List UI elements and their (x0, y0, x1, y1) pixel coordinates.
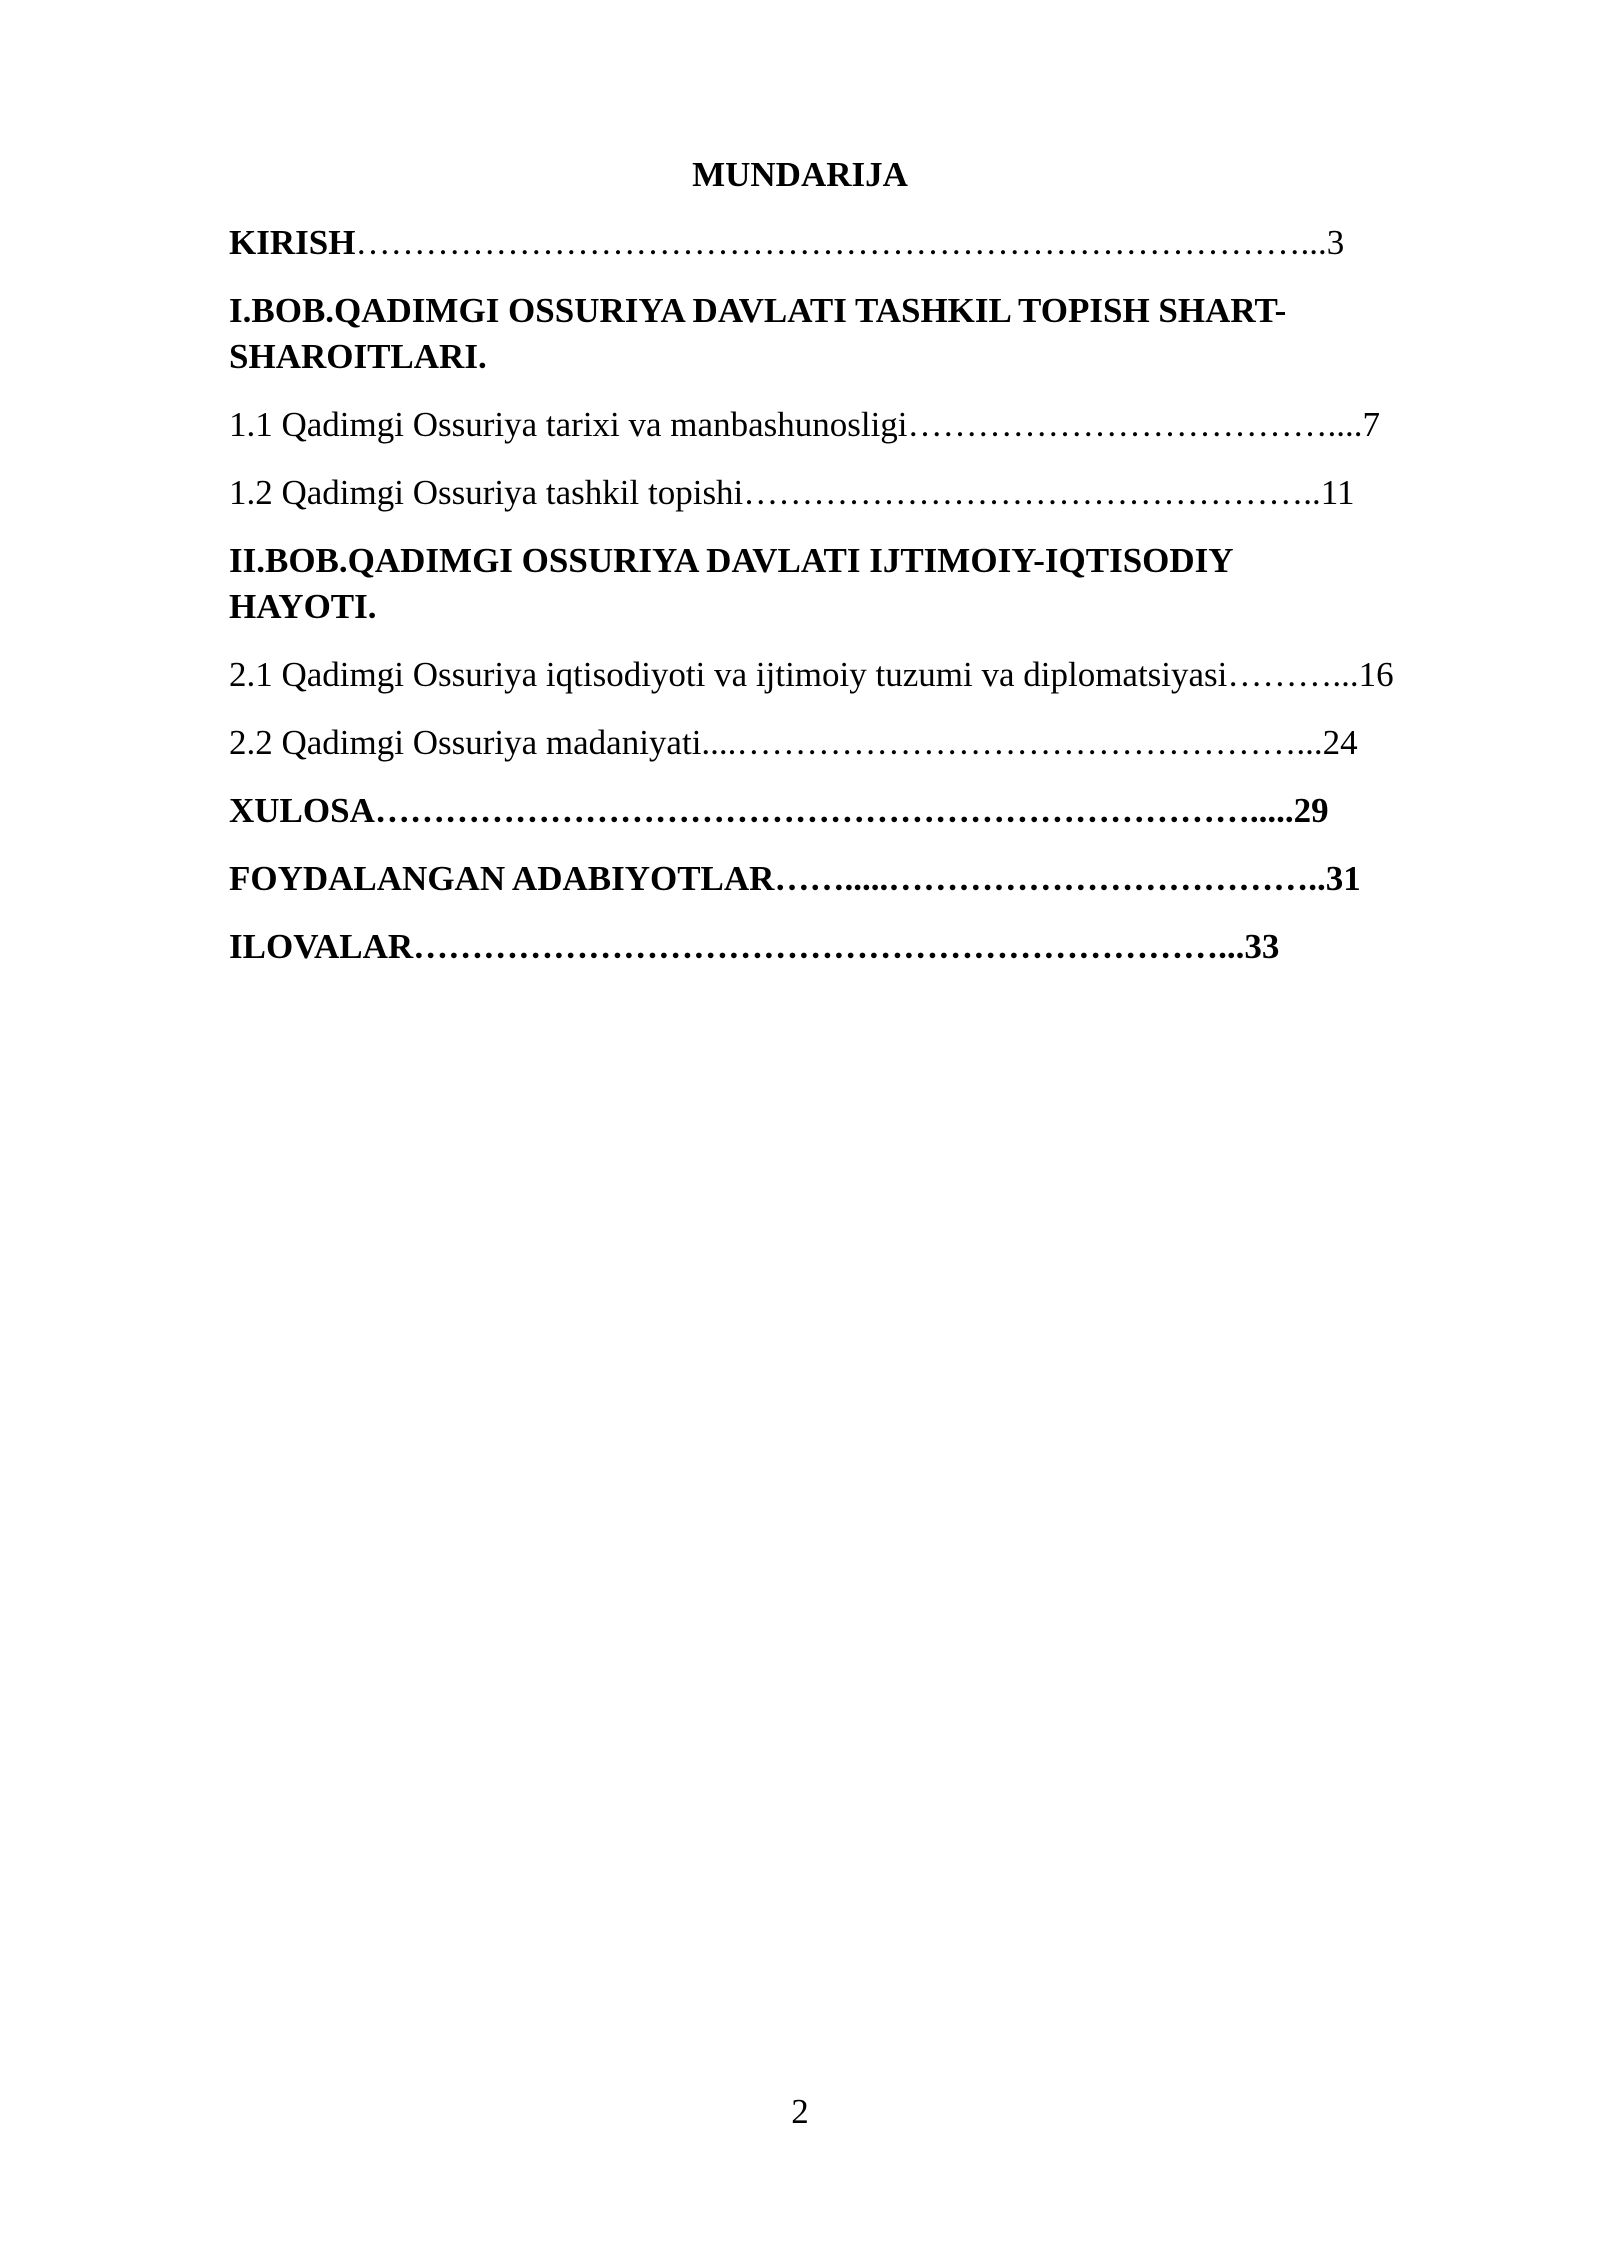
toc-entry-leader: …….....……………………………….. (774, 859, 1326, 898)
toc-entry-ilovalar (229, 924, 1489, 970)
toc-entry-1-1 (229, 402, 1489, 448)
toc-entry-2-2 (229, 720, 1489, 766)
toc-chapter-1-line-1: I.BOB.QADIMGI OSSURIYA DAVLATI TASHKIL TOPISH SHART- (229, 291, 1287, 330)
toc-chapter-2-line-1: II.BOB.QADIMGI OSSURIYA DAVLATI IJTIMOIY-IQTISODIY (229, 541, 1234, 580)
toc-entry-page: 16 (1358, 655, 1394, 694)
toc-entry-label: 1.2 Qadimgi Ossuriya tashkil topishi (229, 473, 744, 512)
toc-entry-leader: ……………………………………………………………... (413, 927, 1245, 966)
toc-chapter-1-line-2: SHAROITLARI. (229, 337, 487, 376)
toc-entry-label: ILOVALAR (229, 927, 414, 966)
toc-entry-page: 29 (1293, 791, 1329, 830)
toc-entry-1-2 (229, 470, 1489, 516)
toc-chapter-2-line-2: HAYOTI. (229, 587, 377, 626)
page-number: 2 (791, 2092, 809, 2131)
toc-entry-label: 2.2 Qadimgi Ossuriya madaniyati.... (229, 723, 737, 762)
toc-entry-page: 11 (1320, 473, 1355, 512)
toc-entry-label: XULOSA (229, 791, 375, 830)
toc-entry-label: FOYDALANGAN ADABIYOTLAR (229, 859, 775, 898)
toc-entry-leader: …………………………………………... (736, 723, 1323, 762)
toc-entry-label: 1.1 Qadimgi Ossuriya tarixi va manbashunosligi (229, 405, 908, 444)
toc-entry-leader: ………………………………………….. (743, 473, 1321, 512)
toc-entry-page: 3 (1326, 223, 1345, 262)
toc-entry-kirish (229, 220, 1489, 266)
toc-entry-page: 7 (1362, 405, 1381, 444)
toc-entry-foydalangan-adabiyotlar (229, 856, 1489, 902)
toc-entry-leader: ………... (1227, 655, 1359, 694)
toc-entry-leader: ………………………………………………………………………... (355, 223, 1327, 262)
toc-entry-leader: …………………………………………………………………..... (374, 791, 1294, 830)
toc-entry-xulosa (229, 788, 1489, 834)
toc-entry-page: 24 (1322, 723, 1358, 762)
toc-chapter-1-heading (229, 288, 1429, 380)
toc-entry-label: KIRISH (229, 223, 356, 262)
toc-entry-leader: ……………………………….... (907, 405, 1363, 444)
toc-title: MUNDARIJA (692, 155, 908, 194)
toc-entry-page: 33 (1244, 927, 1280, 966)
toc-entry-page: 31 (1325, 859, 1361, 898)
toc-entry-2-1 (229, 652, 1489, 698)
toc-entry-label: 2.1 Qadimgi Ossuriya iqtisodiyoti va ijtimoiy tuzumi va diplomatsiyasi (229, 655, 1228, 694)
toc-list (229, 220, 1489, 992)
toc-chapter-2-heading (229, 538, 1429, 630)
